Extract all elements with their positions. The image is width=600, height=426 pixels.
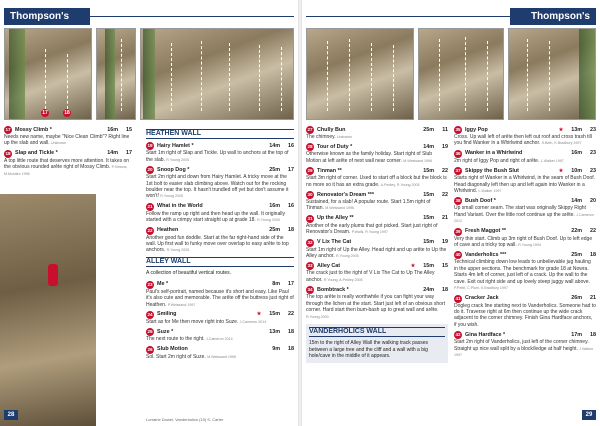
route-marker: 17: [42, 110, 48, 116]
route-description: Otherwise known as the family holiday. Start right of Slub Motion at left arête of next wall near corner.: [306, 151, 433, 164]
route-entry: [454, 197, 596, 224]
climber-figure: [48, 264, 58, 286]
route-name: Chully Bun: [317, 126, 346, 133]
route-name: Me *: [157, 281, 169, 288]
route-description: Follow the ramp up right and then head up the wall. It originally started with a crimpy start straight up at grade 18.: [146, 210, 285, 224]
route-length: 16m: [269, 203, 280, 210]
route-number: 41: [455, 295, 461, 301]
route-number: 22: [147, 227, 153, 233]
section-heading-alley-wall: ALLEY WALL: [146, 257, 294, 267]
route-length: 25m: [269, 166, 280, 173]
route-description: Sustained, for a slab! A popular route. Start 1.5m right of Tinman.: [306, 199, 431, 212]
route-number: 40: [455, 252, 461, 258]
route-name: Skippy the Bush Slut: [465, 167, 519, 174]
route-entry: [4, 150, 132, 177]
route-name: Heathen: [157, 227, 179, 234]
route-line: [67, 54, 68, 109]
route-credit: A.Pedley, R.Young 2005: [380, 182, 420, 187]
route-length: 15m: [269, 311, 280, 318]
route-description: Starts right of Wanker in a Whirlwind, in the seam of Bush Doof. Head diagonally left then up and left again into Wanker in a Whirlwind.: [454, 175, 595, 195]
section-heading-vanderholics-wall: VANDERHOLICS WALL: [309, 327, 445, 337]
route-grade: 17: [288, 166, 294, 173]
route-line: [327, 41, 328, 111]
route-number: 33: [307, 263, 313, 269]
route-name: Suze *: [157, 328, 174, 335]
tree: [143, 29, 155, 119]
route-number: 31: [307, 215, 313, 221]
tree: [105, 29, 115, 119]
route-entry: [306, 286, 448, 320]
route-credit: R.Young 2000: [306, 314, 329, 319]
route-description: Start 1m right of Slap and Tickle. Up wall to anchors at the top of the slab.: [146, 150, 289, 163]
route-entry: [454, 126, 596, 147]
route-credit: J.Cameron 2014: [206, 337, 233, 342]
route-name: Smiling: [157, 311, 177, 318]
route-grade: 11: [442, 126, 448, 133]
route-grade: 22: [442, 167, 448, 174]
route-length: 15m: [423, 239, 434, 246]
left-column-1: [4, 126, 132, 180]
route-length: 15m: [423, 167, 434, 174]
route-grade: 23: [590, 167, 596, 174]
route-credit: R.Young 2005: [166, 248, 190, 253]
route-name: Mossy Climb *: [15, 126, 52, 133]
vanderholics-section: [306, 324, 448, 363]
right-column-1: [306, 126, 448, 363]
route-length: 14m: [107, 150, 118, 157]
route-entry: [4, 126, 132, 147]
star-icon: ★: [256, 311, 262, 318]
route-name: Tinman **: [317, 167, 342, 174]
route-line: [45, 49, 46, 109]
route-credit: M.Weissand 1996: [207, 354, 236, 359]
route-credit: R.Young, A.Pedley 2005: [323, 277, 363, 282]
right-column-2: [454, 126, 596, 361]
route-description: The chimney.: [306, 134, 336, 140]
route-name: What in the World: [157, 203, 203, 210]
route-grade: 19: [442, 239, 448, 246]
route-name: Bush Doof *: [465, 197, 496, 204]
route-name: Hairy Hamlet *: [157, 142, 194, 149]
route-number: 18: [5, 150, 11, 156]
route-number: 36: [455, 150, 461, 156]
left-page: [0, 0, 298, 426]
route-grade: 20: [590, 197, 596, 204]
star-icon: ★: [558, 126, 564, 133]
route-grade: 18: [590, 331, 596, 338]
route-number: 30: [307, 192, 313, 198]
route-length: 14m: [269, 142, 280, 149]
route-grade: 15: [126, 126, 132, 133]
left-column-2: [146, 126, 294, 363]
route-description: The next route to the right.: [146, 336, 205, 343]
route-name: Up the Alley **: [317, 215, 354, 222]
route-number: 26: [147, 346, 153, 352]
route-description: Very thin start. Climb up 3m right of Bush Doof. Up to left edge of cave and a tricky top wall.: [454, 235, 593, 249]
route-credit: L.Walker 1997: [540, 158, 564, 163]
route-number: 28: [307, 144, 313, 150]
route-description: A top little route that deserves more attention. It takes on the obvious rounded arête right of Mossy Climb.: [4, 157, 130, 171]
route-length: 14m: [423, 143, 434, 150]
route-grade: 19: [442, 143, 448, 150]
route-grade: 17: [126, 150, 132, 157]
route-description: Start as for Me then move right into Suze.: [146, 318, 239, 325]
route-credit: R.Young 2005: [336, 254, 359, 259]
route-credit: P.Pettit, C.Plum, K.Bradbury 1997: [454, 286, 508, 291]
crag-photo-5: [418, 28, 504, 120]
route-name: Alley Cat: [317, 262, 341, 269]
star-icon: ★: [410, 262, 416, 269]
route-name: Gina Hardface *: [465, 331, 506, 338]
route-line: [527, 39, 528, 111]
route-entry: [454, 295, 596, 329]
route-length: 25m: [571, 251, 582, 258]
route-credit: M.Weissand 1996: [325, 206, 354, 211]
route-length: 13m: [571, 126, 582, 133]
route-description: The top arête is really worthwhile if you can fight your way through the lichen at the start. Start just left of an obvious short corner. Hard start then bum-bash up to great wall and arête.: [306, 294, 445, 314]
route-entry: [146, 142, 294, 163]
route-grade: 23: [590, 126, 596, 133]
route-entry: [146, 311, 294, 325]
route-name: Vanderholics ***: [465, 251, 507, 258]
route-length: 16m: [107, 126, 118, 133]
route-credit: R.Young 1994: [518, 243, 541, 248]
crag-photo-2: [96, 28, 136, 120]
route-number: 19: [147, 143, 153, 149]
route-entry: [454, 331, 596, 358]
route-credit: R.Young 2005: [160, 194, 183, 199]
route-line: [439, 39, 440, 111]
route-description: Start 2m right and down from Hairy Hamlet. A tricky move at the 1st bolt to easier slab climbing above. Watch out for the rocking boulder near the top. It hasn't trundled off yet but don't assume it won't!: [146, 174, 289, 200]
route-entry: [146, 203, 294, 224]
route-grade: 16: [288, 142, 294, 149]
route-credit: P.Walls, R.Young 1997: [351, 230, 388, 235]
route-description: Sol. Start 2m right of Suze.: [146, 353, 206, 360]
route-number: 17: [5, 127, 11, 132]
route-length: 15m: [423, 262, 434, 269]
route-name: Iggy Pop: [465, 126, 488, 133]
route-line: [281, 47, 282, 111]
route-credit: M.Weissand 1996: [403, 158, 432, 163]
route-entry: [454, 251, 596, 291]
route-grade: 18: [288, 346, 294, 353]
route-name: Slub Motion: [157, 346, 188, 353]
route-entry: [306, 143, 448, 164]
route-credit: P.Simons, M.Mcintire 1996: [4, 165, 128, 176]
route-length: 9m: [272, 346, 280, 353]
route-grade: 22: [442, 191, 448, 198]
route-number: 20: [147, 167, 153, 173]
section-intro: A collection of beautiful vertical routes.: [146, 270, 232, 277]
route-grade: 18: [590, 251, 596, 258]
route-grade: 17: [288, 281, 294, 288]
right-page: [302, 0, 600, 426]
route-name: Slap and Tickle *: [15, 150, 58, 157]
route-number: 24: [147, 311, 153, 317]
route-number: 21: [147, 203, 153, 209]
route-name: Snoop Dog *: [157, 166, 190, 173]
route-entry: [306, 215, 448, 236]
route-entry: [146, 346, 294, 360]
page-number-left: 28: [4, 410, 18, 420]
route-length: 16m: [571, 150, 582, 157]
route-description: 2m right of Iggy Pop and right of arête.: [454, 157, 540, 164]
route-number: 34: [307, 287, 313, 293]
tree: [9, 29, 25, 119]
page-title-right: Thompson's: [510, 8, 596, 25]
route-number: 35: [455, 127, 461, 132]
route-description: Start 3m right of corner. Used to start off a block but the block is no more so it has an extra grade.: [306, 175, 447, 188]
route-number: 29: [307, 168, 313, 174]
route-grade: 23: [590, 150, 596, 157]
route-name: Renovator's Dream ***: [317, 191, 375, 198]
climber-photo: [0, 194, 96, 426]
route-length: 15m: [423, 191, 434, 198]
route-number: 39: [455, 228, 461, 234]
route-name: Tour of Duty *: [317, 143, 353, 150]
route-length: 24m: [423, 286, 434, 293]
section-intro: 15m to the right of Alley Wall the walking track passes between a large tree and the cliff and a wall with a big hole/cave in the middle of it appears.: [309, 340, 429, 360]
route-length: 13m: [269, 328, 280, 335]
route-entry: [146, 328, 294, 342]
route-line: [465, 37, 466, 111]
route-entry: [454, 150, 596, 164]
route-grade: 18: [288, 227, 294, 234]
route-entry: [454, 228, 596, 249]
route-number: 38: [455, 198, 461, 204]
route-number: 37: [455, 168, 461, 174]
route-marker: 18: [64, 110, 70, 116]
route-line: [229, 43, 230, 111]
route-credit: J.Walker 1997: [454, 346, 594, 357]
route-credit: R.Young 2005: [257, 218, 280, 223]
route-description: Needs new name, maybe "Nice Clean Climb"? Right line up the slab and wall.: [4, 134, 130, 147]
route-description: Up small corner seam. The start was originally Skippy Right Hand Variant. Over the little roof continue up the arête.: [454, 205, 586, 218]
route-description: Another good fun doddle. Start at the far right-hand side of the wall. Up first wall to funky move over overlap to easy arête to top anchors.: [146, 234, 289, 254]
route-entry: [306, 239, 448, 260]
photo-credit: Lorraine Dowel, Vanderholics (15) S. Carter: [146, 417, 224, 422]
route-description: The crack just to the right of V Lix The Cat to Up The Alley anchor.: [306, 270, 435, 283]
route-credit: J.Cameron 2014: [239, 319, 267, 324]
route-credit: J.Cameron 2012: [454, 212, 594, 224]
route-grade: 21: [590, 295, 596, 301]
route-name: Bombtrack *: [317, 286, 349, 293]
route-length: 8m: [272, 281, 280, 288]
route-length: 14m: [571, 197, 582, 204]
route-entry: [306, 191, 448, 212]
route-description: Another of the early plums that got picked. Start just right of Renovator's Dream.: [306, 222, 438, 236]
route-description: Paul's self-portrait, named because it's short and easy. Like Paul it's also cute and memorable. The arête off the buttress just right of Heathen.: [146, 288, 294, 308]
route-line: [349, 39, 350, 111]
route-line: [371, 43, 372, 111]
route-entry: [146, 281, 294, 308]
route-number: 27: [307, 127, 313, 132]
route-description: Dogleg crack line starting next to Vanderholics. Someone had to do it. Traverse right at 6m then continue up the wide crack adjacent to the corner chimney. Finish Gina Hardface anchors, if you wish.: [454, 302, 596, 328]
route-number: 42: [455, 332, 461, 338]
crag-photo-4: [306, 28, 414, 120]
section-heading-heathen-wall: HEATHEN WALL: [146, 129, 294, 139]
route-number: 32: [307, 239, 313, 245]
route-length: 22m: [571, 228, 582, 235]
route-length: 25m: [423, 126, 434, 133]
route-number: 23: [147, 281, 153, 287]
page-number-right: 29: [582, 410, 596, 420]
route-line: [201, 41, 202, 111]
route-grade: 21: [442, 215, 448, 222]
route-name: Fresh Maggot **: [465, 228, 507, 235]
route-grade: 18: [288, 328, 294, 335]
tree: [579, 29, 595, 119]
route-line: [171, 43, 172, 111]
route-credit: R.Young 2005: [166, 157, 189, 162]
route-description: Technical climbing down low leads to unbelievable jug hauling in the upper sections. The benchmark for grade 18 at Nowra. Starts 4m left of corner, just left of a crack. Up the wall to the cave. Exit out right side and up lovely steep juggy wall above.: [454, 259, 591, 285]
route-line: [487, 41, 488, 111]
crag-photo-3: [140, 28, 294, 120]
page-title-left: Thompson's: [4, 8, 90, 25]
route-grade: 22: [590, 228, 596, 235]
route-entry: [454, 167, 596, 194]
route-credit: Unknown: [50, 141, 66, 146]
route-entry: [306, 262, 448, 283]
route-grade: 16: [288, 203, 294, 210]
route-line: [259, 45, 260, 111]
route-name: Cracker Jack: [465, 295, 499, 301]
route-number: 25: [147, 329, 153, 335]
route-grade: 22: [288, 311, 294, 318]
route-grade: 18: [442, 286, 448, 293]
crag-photo-1: [4, 28, 92, 120]
route-name: V Lix The Cat: [317, 239, 352, 246]
route-length: 26m: [571, 295, 582, 301]
route-description: Start 2m right of Vanderholics, just left of the corner chimney. Straight up nice wall split by a block/ledge at half height.: [454, 339, 589, 352]
route-length: 25m: [269, 227, 280, 234]
crag-photo-6: [508, 28, 596, 120]
route-credit: S.Beth, K.Bradbury 1997: [541, 141, 582, 146]
route-entry: [306, 126, 448, 140]
route-credit: P.Weissand 1997: [167, 302, 196, 307]
route-length: 15m: [423, 215, 434, 222]
route-entry: [146, 227, 294, 254]
route-grade: 15: [442, 262, 448, 269]
route-credit: L.Walker 1997: [478, 189, 502, 194]
route-description: Cross. Up wall left of arête then left out roof and cross trash till you find Wanker in a Whirlwind anchor.: [454, 134, 592, 147]
route-credit: Unknown: [337, 135, 353, 139]
route-entry: [306, 167, 448, 188]
route-length: 10m: [571, 167, 582, 174]
route-name: Wanker in a Whirlwind: [465, 150, 523, 157]
route-line: [549, 41, 550, 111]
route-line: [121, 39, 122, 111]
route-length: 17m: [571, 331, 582, 338]
star-icon: ★: [558, 167, 564, 174]
route-description: Start 1m right of Up the Alley. Head right and up arête to Up the Alley anchor.: [306, 246, 447, 260]
route-line: [393, 45, 394, 111]
route-entry: [146, 166, 294, 200]
